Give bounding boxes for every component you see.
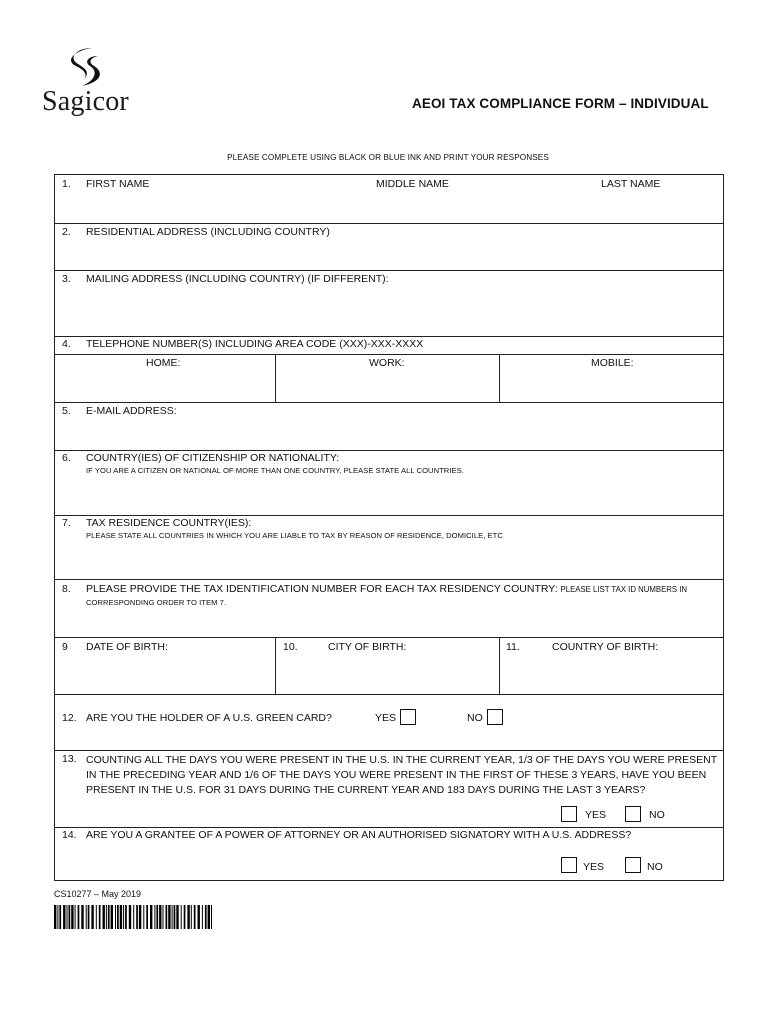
item-number: 5. bbox=[62, 405, 71, 417]
item-number: 14. bbox=[62, 829, 77, 841]
green-card-no-checkbox[interactable] bbox=[487, 709, 503, 725]
section-citizenship[interactable] bbox=[55, 450, 723, 516]
green-card-question: ARE YOU THE HOLDER OF A U.S. GREEN CARD? bbox=[86, 712, 332, 724]
presence-yes-checkbox[interactable] bbox=[561, 806, 577, 822]
form-title: AEOI TAX COMPLIANCE FORM – INDIVIDUAL bbox=[412, 96, 709, 111]
country-of-birth-label[interactable]: COUNTRY OF BIRTH: bbox=[552, 641, 659, 653]
item-number: 1. bbox=[62, 178, 71, 190]
barcode-icon bbox=[54, 905, 212, 929]
tax-residence-hint: PLEASE STATE ALL COUNTRIES IN WHICH YOU ARE LIABLE TO TAX BY REASON OF RESIDENCE, DOMICILE, ETC bbox=[86, 531, 503, 540]
citizenship-label: COUNTRY(IES) OF CITIZENSHIP OR NATIONALITY: bbox=[86, 452, 340, 464]
form-code: CS10277 – May 2019 bbox=[54, 889, 142, 899]
power-of-attorney-question: ARE YOU A GRANTEE OF A POWER OF ATTORNEY OR AN AUTHORISED SIGNATORY WITH A U.S. ADDRESS? bbox=[86, 829, 632, 841]
item-number: 7. bbox=[62, 517, 71, 529]
brand-name: Sagicor bbox=[42, 86, 129, 117]
tax-compliance-form bbox=[54, 174, 724, 881]
mobile-phone-label[interactable]: MOBILE: bbox=[591, 357, 634, 369]
item-number: 10. bbox=[283, 641, 298, 653]
attorney-yes-checkbox[interactable] bbox=[561, 857, 577, 873]
home-phone-label[interactable]: HOME: bbox=[146, 357, 181, 369]
tax-residence-label: TAX RESIDENCE COUNTRY(IES): bbox=[86, 517, 252, 529]
substantial-presence-question: COUNTING ALL THE DAYS YOU WERE PRESENT IN THE U.S. IN THE CURRENT YEAR, 1/3 OF THE DAYS YOU WERE PRESENT IN THE PRECEDING YEAR AND 1/6 OF THE DAYS YOU WERE PRESENT IN THE FIRST OF THESE 3 YEARS, HAVE YOU BEEN PRESENT IN THE U.S. FOR 31 DAYS DURING THE CURRENT YEAR AND 183 DAYS DURING THE LAST 3 YEARS? bbox=[86, 754, 717, 796]
date-of-birth-label[interactable]: DATE OF BIRTH: bbox=[86, 641, 168, 653]
sagicor-logo bbox=[42, 46, 142, 118]
middle-name-label: MIDDLE NAME bbox=[376, 178, 449, 190]
item-number: 3. bbox=[62, 273, 71, 285]
last-name-label: LAST NAME bbox=[601, 178, 661, 190]
presence-yes-label: YES bbox=[585, 809, 607, 821]
section-tax-residence[interactable] bbox=[55, 515, 723, 580]
citizenship-hint: IF YOU ARE A CITIZEN OR NATIONAL OF MORE THAN ONE COUNTRY, PLEASE STATE ALL COUNTRIES. bbox=[86, 466, 464, 475]
section-power-of-attorney bbox=[55, 827, 723, 882]
residential-address-label: RESIDENTIAL ADDRESS (INCLUDING COUNTRY) bbox=[86, 226, 330, 238]
item-number: 11. bbox=[506, 641, 520, 653]
green-card-yes-checkbox[interactable] bbox=[400, 709, 416, 725]
section-substantial-presence bbox=[55, 750, 723, 828]
work-phone-label[interactable]: WORK: bbox=[369, 357, 405, 369]
presence-no-label: NO bbox=[649, 809, 665, 821]
item-number: 2. bbox=[62, 226, 71, 238]
item-number: 8. bbox=[62, 583, 71, 595]
item-number: 6. bbox=[62, 452, 71, 464]
section-tin[interactable] bbox=[55, 579, 723, 638]
section-residential-address[interactable] bbox=[55, 223, 723, 271]
item-number: 9 bbox=[62, 641, 68, 653]
tin-label-main: PLEASE PROVIDE THE TAX IDENTIFICATION NUMBER FOR EACH TAX RESIDENCY COUNTRY: bbox=[86, 583, 558, 595]
section-email[interactable] bbox=[55, 402, 723, 451]
tin-hint-line2: CORRESPONDING ORDER TO ITEM 7. bbox=[86, 598, 227, 607]
mailing-address-label: MAILING ADDRESS (INCLUDING COUNTRY) (IF DIFFERENT): bbox=[86, 273, 389, 285]
item-number: 4. bbox=[62, 338, 71, 350]
green-card-yes-label: YES bbox=[375, 712, 397, 724]
tin-label-hint: PLEASE LIST TAX ID NUMBERS IN bbox=[560, 585, 688, 594]
presence-no-checkbox[interactable] bbox=[625, 806, 641, 822]
section-birth-details bbox=[55, 637, 723, 695]
form-instruction: PLEASE COMPLETE USING BLACK OR BLUE INK AND PRINT YOUR RESPONSES bbox=[227, 153, 549, 162]
city-of-birth-label[interactable]: CITY OF BIRTH: bbox=[328, 641, 407, 653]
tin-label bbox=[86, 583, 687, 595]
attorney-no-label: NO bbox=[647, 861, 663, 873]
item-number: 13. bbox=[62, 753, 77, 765]
section-name[interactable] bbox=[55, 175, 723, 224]
attorney-yes-label: YES bbox=[583, 861, 605, 873]
email-label: E-MAIL ADDRESS: bbox=[86, 405, 177, 417]
section-telephone-grid bbox=[55, 354, 723, 403]
attorney-no-checkbox[interactable] bbox=[625, 857, 641, 873]
item-number: 12. bbox=[62, 712, 77, 724]
section-green-card bbox=[55, 694, 723, 751]
section-mailing-address[interactable] bbox=[55, 270, 723, 337]
telephone-label: TELEPHONE NUMBER(S) INCLUDING AREA CODE (XXX)-XXX-XXXX bbox=[86, 338, 424, 350]
section-telephone-heading bbox=[55, 336, 723, 355]
green-card-no-label: NO bbox=[467, 712, 483, 724]
sagicor-s-logo-icon bbox=[62, 46, 106, 88]
first-name-label: FIRST NAME bbox=[86, 178, 150, 190]
